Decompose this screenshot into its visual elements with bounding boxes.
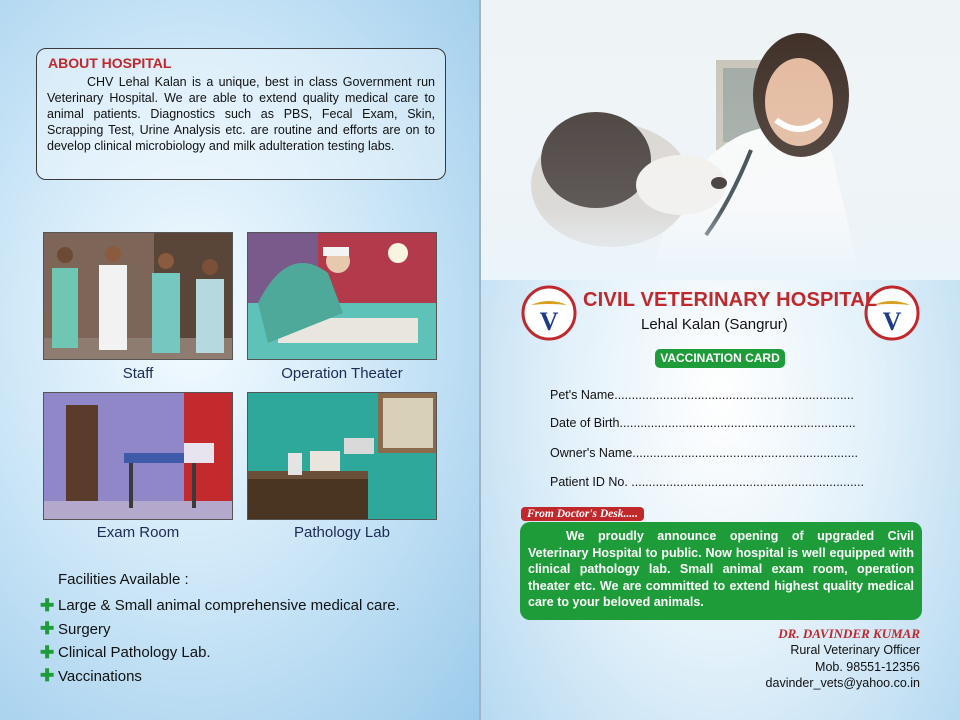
doctor-email: davinder_vets@yahoo.co.in [765, 676, 920, 690]
facility-item: ✚ Vaccinations [40, 666, 142, 686]
hospital-name: CIVIL VETERINARY HOSPITAL [583, 289, 878, 311]
plus-icon: ✚ [40, 666, 55, 686]
doctors-desk-message [520, 522, 922, 620]
operation-theater-photo [247, 232, 437, 360]
hospital-location: Lehal Kalan (Sangrur) [641, 316, 788, 333]
pathology-lab-photo [247, 392, 437, 520]
about-hospital-box [36, 48, 446, 180]
svg-text:V: V [882, 307, 902, 336]
patient-id-field: Patient ID No. ................................................................... [550, 475, 864, 489]
doctor-mobile: Mob. 98551-12356 [815, 660, 920, 674]
svg-text:V: V [539, 307, 559, 336]
staff-photo [43, 232, 233, 360]
exam-room-photo [43, 392, 233, 520]
facility-item: ✚ Large & Small animal comprehensive medical care. [40, 595, 400, 615]
plus-icon: ✚ [40, 642, 55, 662]
plus-icon: ✚ [40, 619, 55, 639]
facilities-list [40, 594, 400, 688]
pathology-lab-caption: Pathology Lab [294, 524, 390, 541]
facilities-title: Facilities Available : [58, 571, 189, 588]
about-text: CHV Lehal Kalan is a unique, best in class Government run Veterinary Hospital. We are able to extend quality medical care to animal patients. Diagnostics such as PBS, Fecal Exam, Skin, Scrapping Test, Urine Analysis etc. are routine and efforts are on to develop clinical microbiology and milk adulteration testing labs. [47, 75, 435, 153]
hero-photo-vet-with-dog [481, 0, 960, 280]
pets-name-field: Pet's Name..................................................................... [550, 388, 854, 402]
doctors-desk-tag: From Doctor's Desk..... [521, 507, 644, 521]
about-title: ABOUT HOSPITAL [48, 55, 172, 71]
plus-icon: ✚ [40, 595, 55, 615]
facility-item: ✚ Surgery [40, 619, 111, 639]
doctor-title: Rural Veterinary Officer [790, 643, 920, 657]
operation-theater-caption: Operation Theater [281, 365, 403, 382]
doctors-desk-text: We proudly announce opening of upgraded Civil Veterinary Hospital to public. Now hospital is well equipped with clinical pathology lab. Small animal exam room, operation theater etc. We are committed to extend highest quality medical care to your beloved animals. [528, 529, 914, 609]
exam-room-caption: Exam Room [96, 524, 180, 541]
doctor-name: DR. DAVINDER KUMAR [778, 626, 920, 641]
owners-name-field: Owner's Name................................................................. [550, 446, 859, 460]
date-of-birth-field: Date of Birth.................................................................... [550, 416, 856, 430]
vaccination-card-badge: VACCINATION CARD [655, 349, 785, 368]
caduceus-logo-icon [521, 285, 577, 341]
facility-item: ✚ Clinical Pathology Lab. [40, 642, 211, 662]
staff-caption: Staff [122, 365, 154, 382]
